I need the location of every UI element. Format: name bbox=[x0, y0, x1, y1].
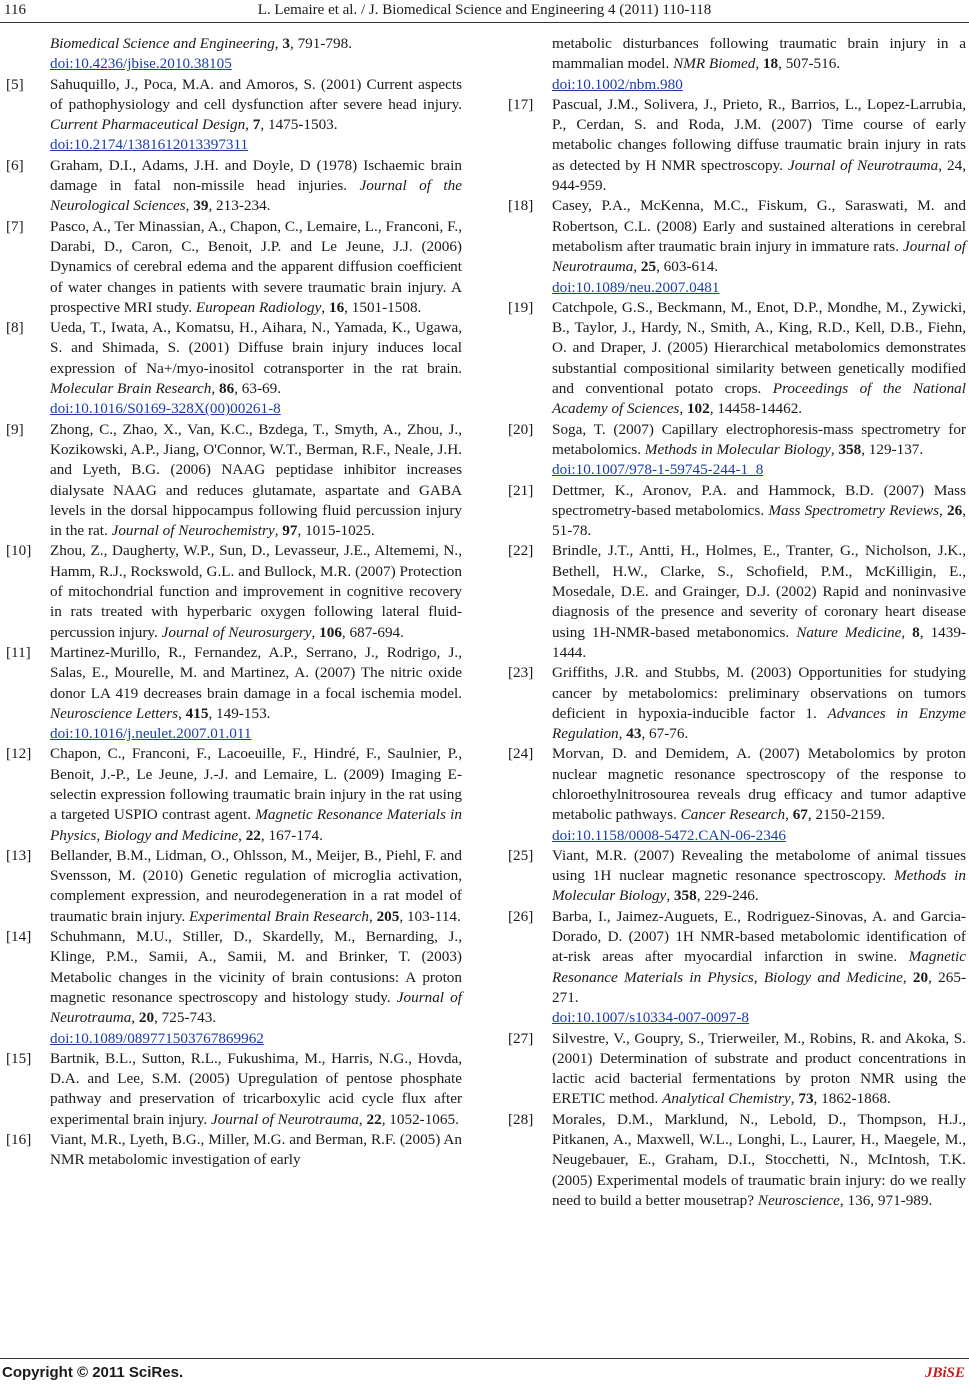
reference-number: [26] bbox=[508, 907, 534, 925]
ref-pages: , 149-153. bbox=[208, 704, 271, 722]
ref-authors-title: Zhou, Z., Daugherty, W.P., Sun, D., Levasseur, J.E., Altememi, N., Hamm, R.J., Rockswold, G.L. and Bullock, M.R. (2007) Protection of mitochondrial function and improvement in cognitive recovery in rats treated with hyperbaric oxygen following lateral fluid-percussion injury. bbox=[50, 542, 462, 641]
ref-volume: 67 bbox=[792, 806, 808, 824]
ref-journal: Nature Medicine bbox=[796, 623, 902, 641]
ref-pages: , 1052-1065. bbox=[381, 1110, 459, 1128]
ref-journal: Mass Spectrometry Reviews bbox=[768, 501, 940, 519]
ref-pages: , 103-114. bbox=[399, 907, 461, 925]
reference-item bbox=[508, 907, 966, 1029]
ref-journal: Neuroscience Letters bbox=[50, 704, 179, 722]
ref-authors-title: Viant, M.R., Lyeth, B.G., Miller, M.G. and Berman, R.F. (2005) An NMR metabolomic investigation of early bbox=[50, 1131, 462, 1169]
reference-item bbox=[508, 196, 966, 297]
ref-journal: Journal of Neurotrauma bbox=[50, 988, 462, 1027]
ref-authors-title: Sahuquillo, J., Poca, M.A. and Amoros, S. (2001) Current aspects of pathophysiology and cell dysfunction after severe head injury. bbox=[50, 75, 462, 113]
running-title: L. Lemaire et al. / J. Biomedical Science and Engineering 4 (2011) 110-118 bbox=[257, 2, 712, 18]
ref-separator: , bbox=[131, 1009, 139, 1027]
ref-volume: 39 bbox=[193, 197, 209, 215]
reference-number: [12] bbox=[6, 745, 32, 763]
reference-text bbox=[50, 1130, 462, 1171]
reference-item bbox=[6, 217, 462, 318]
ref-pages: 136, 971-989. bbox=[847, 1191, 933, 1209]
reference-text bbox=[552, 298, 966, 420]
reference-item bbox=[6, 420, 462, 542]
ref-authors-title: Ueda, T., Iwata, A., Komatsu, H., Aihara, N., Yamada, K., Ugawa, S. and Shimada, S. (2001) Diffuse brain injury induces local expression of Na+/myo-inositol cotransporter in the rat brain. bbox=[50, 319, 462, 377]
ref-volume: 415 bbox=[185, 704, 209, 722]
ref-volume: 86 bbox=[219, 380, 235, 398]
ref-journal: Methods in Molecular Biology bbox=[644, 440, 831, 458]
reference-item bbox=[6, 643, 462, 744]
ref-separator: , bbox=[939, 501, 948, 519]
ref-volume: 22 bbox=[366, 1110, 382, 1128]
ref-separator: , bbox=[178, 704, 186, 722]
right-column bbox=[508, 34, 966, 1211]
ref-separator: , bbox=[368, 907, 377, 925]
ref-pages: , 63-69. bbox=[234, 380, 282, 398]
ref-authors-title: Griffiths, J.R. and Stubbs, M. (2003) Opportunities for studying cancer by metabolomics: preliminary observations on tumors deficient in hypoxia-inducible factor 1. bbox=[552, 664, 966, 722]
reference-number: [7] bbox=[6, 217, 24, 235]
reference-item bbox=[508, 1029, 966, 1110]
reference-list-left bbox=[6, 75, 462, 1171]
reference-number: [16] bbox=[6, 1131, 32, 1149]
ref-journal: Journal of Neurochemistry bbox=[111, 522, 275, 540]
ref-separator: , bbox=[321, 298, 329, 316]
ref-journal: Proceedings of the National Academy of Sciences bbox=[552, 380, 966, 418]
reference-number: [18] bbox=[508, 197, 534, 215]
doi-link[interactable]: doi:10.1089/neu.2007.0481 bbox=[552, 278, 720, 296]
reference-list-right bbox=[508, 95, 966, 1211]
ref-authors-title: Graham, D.I., Adams, J.H. and Doyle, D (1978) Ischaemic brain damage in fatal non-missile head injuries. bbox=[50, 156, 462, 195]
ref-separator: , bbox=[211, 380, 219, 398]
ref-journal: Journal of Neurotrauma bbox=[787, 156, 939, 174]
ref-journal: European Radiology bbox=[195, 298, 322, 316]
reference-number: [8] bbox=[6, 319, 24, 337]
reference-item bbox=[6, 318, 462, 419]
reference-item bbox=[508, 663, 966, 744]
reference-text bbox=[552, 196, 966, 297]
reference-number: [6] bbox=[6, 156, 24, 174]
reference-number: [5] bbox=[6, 75, 24, 93]
ref-separator: , bbox=[785, 806, 793, 824]
reference-continuation: metabolic disturbances following traumatic brain injury in a mammalian model. NMR Biomed, 18, 507-516. doi:10.1002/nbm.980 bbox=[552, 35, 966, 93]
ref-pages: , 725-743. bbox=[154, 1009, 217, 1027]
ref-journal: Journal of the Neurological Sciences bbox=[50, 177, 462, 215]
ref-separator: , bbox=[901, 623, 913, 641]
ref-authors-title: Bellander, B.M., Lidman, O., Ohlsson, M., Meijer, B., Piehl, F. and Svensson, M. (2010) Genetic regulation of microglia activation, complement expression, and neurodegeneration in a rat model of traumatic brain injury. bbox=[50, 846, 462, 925]
reference-item bbox=[6, 75, 462, 156]
reference-item bbox=[6, 541, 462, 642]
ref-separator: , bbox=[311, 623, 320, 641]
reference-text bbox=[552, 907, 966, 1029]
ref-pages: , 1015-1025. bbox=[297, 522, 375, 540]
ref-pages: 24, 944-959. bbox=[552, 156, 967, 195]
ref-journal: Cancer Research bbox=[680, 806, 786, 824]
ref-volume: 106 bbox=[319, 623, 342, 641]
ref-authors-title: Chapon, C., Franconi, F., Lacoeuille, F., Hindré, F., Saulnier, P., Benoit, J.-P., Le Jeune, J.-J. and Lemaire, L. (2009) Imaging E-selectin expression following traumatic brain injury in the rat using a targeted USPIO contrast agent. bbox=[50, 745, 462, 824]
reference-number: [17] bbox=[508, 95, 534, 113]
ref-volume: 97 bbox=[282, 522, 298, 540]
page-header bbox=[0, 0, 969, 30]
ref-journal: Journal of Neurotrauma bbox=[552, 237, 967, 276]
reference-item bbox=[6, 1049, 462, 1130]
ref-journal: Methods in Molecular Biology bbox=[552, 867, 966, 905]
ref-journal: Experimental Brain Research bbox=[189, 907, 369, 925]
ref-separator: , bbox=[839, 1191, 848, 1209]
reference-item bbox=[6, 1130, 462, 1171]
ref-volume: 26 bbox=[947, 501, 963, 519]
ref-journal: Analytical Chemistry bbox=[662, 1090, 791, 1108]
ref-separator: , bbox=[938, 156, 948, 174]
reference-item bbox=[508, 481, 966, 542]
footer-rule bbox=[0, 1358, 969, 1359]
doi-link[interactable]: doi:10.1002/nbm.980 bbox=[552, 75, 683, 93]
ref-authors-title: Silvestre, V., Goupry, S., Trierweiler, M., Robins, R. and Akoka, S. (2001) Determination of substrate and product concentrations in lactic acid bacterial fermentations by proton NMR using the ERETIC method. bbox=[552, 1029, 966, 1108]
reference-text bbox=[552, 1110, 966, 1211]
ref-pages: , 1475-1503. bbox=[260, 116, 338, 134]
ref-authors-title: Viant, M.R. (2007) Revealing the metabolome of animal tissues using 1H nuclear magnetic resonance spectroscopy. bbox=[552, 846, 966, 885]
reference-text bbox=[50, 75, 462, 156]
ref-separator: , bbox=[358, 1110, 367, 1128]
ref-authors-title: Dettmer, K., Aronov, P.A. and Hammock, B.D. (2007) Mass spectrometry-based metabolomics. bbox=[552, 481, 966, 519]
reference-number: [23] bbox=[508, 664, 534, 682]
ref-volume: 205 bbox=[376, 907, 400, 925]
reference-item bbox=[508, 95, 966, 196]
reference-item bbox=[508, 744, 966, 845]
ref-volume: 25 bbox=[640, 258, 657, 276]
ref-pages: , 14458-14462. bbox=[709, 400, 803, 418]
reference-number: [20] bbox=[508, 420, 534, 438]
ref-separator: , bbox=[185, 197, 194, 215]
ref-volume: 358 bbox=[838, 440, 862, 458]
ref-journal: Magnetic Resonance Materials in Physics, Biology and Medicine bbox=[50, 806, 462, 844]
ref-volume: 20 bbox=[912, 968, 929, 986]
journal-abbreviation: JBiSE bbox=[924, 1365, 965, 1381]
reference-text bbox=[50, 1049, 462, 1130]
ref-separator: , bbox=[679, 400, 687, 418]
ref-authors-title: Schuhmann, M.U., Stiller, D., Skardelly, M., Bernarding, J., Klinge, P.M., Samii, A., Samii, M. and Brinker, T. (2003) Metabolic changes in the vicinity of brain contusions: A proton magnetic resonance spectroscopy and histology study. bbox=[50, 928, 462, 1006]
reference-text bbox=[50, 318, 462, 419]
ref-journal: Molecular Brain Research bbox=[50, 380, 212, 398]
ref-authors-title: Morvan, D. and Demidem, A. (2007) Metabolomics by proton nuclear magnetic resonance spectroscopy of the response to chloroethylnitrosourea reveals drug efficacy and tumor adaptive metabolic pathways. bbox=[552, 745, 966, 824]
ref-separator: , bbox=[274, 522, 283, 540]
reference-number: [19] bbox=[508, 298, 534, 316]
reference-text bbox=[50, 643, 462, 744]
copyright-notice: Copyright © 2011 SciRes. bbox=[2, 1364, 184, 1381]
ref-pages: , 603-614. bbox=[656, 258, 719, 276]
ref-authors-title: Martinez-Murillo, R., Fernandez, A.P., Serrano, J., Rodrigo, J., Salas, E., Mourelle, M. and Martinez, A. (2007) The nitric oxide donor LA 419 decreases brain damage in a focal ischemia model. bbox=[50, 643, 462, 702]
reference-number: [21] bbox=[508, 481, 534, 499]
reference-text bbox=[552, 846, 966, 907]
reference-text bbox=[552, 95, 966, 196]
ref-volume: 102 bbox=[686, 400, 710, 418]
reference-item bbox=[6, 846, 462, 927]
ref-volume: 18 bbox=[762, 55, 779, 73]
reference-text bbox=[50, 846, 462, 927]
ref-separator: , bbox=[245, 116, 253, 134]
ref-journal: Journal of Neurosurgery bbox=[161, 623, 312, 641]
ref-separator: , bbox=[830, 440, 839, 458]
reference-item bbox=[6, 744, 462, 845]
ref-journal: Current Pharmaceutical Design bbox=[50, 116, 246, 134]
doi-link[interactable]: doi:10.1007/978-1-59745-244-1_8 bbox=[552, 461, 764, 479]
doi-link[interactable]: doi:10.4236/jbise.2010.38105 bbox=[50, 55, 232, 73]
doi-link[interactable]: doi:10.1089/089771503767869962 bbox=[50, 1029, 264, 1047]
ref-authors-title: Morales, D.M., Marklund, N., Lebold, D., Thompson, H.J., Pitkanen, A., Maxwell, W.L., Longhi, L., Laurer, H., Maegele, M., Neugebauer, E., Graham, D.I., Stocchetti, N., McIntosh, T.K. (2005) Experimental models of traumatic brain injury: do we really need to build a better mousetrap? bbox=[552, 1110, 966, 1209]
ref-separator: , bbox=[902, 968, 913, 986]
ref-pages: , 67-76. bbox=[641, 725, 689, 743]
doi-link[interactable]: doi:10.1016/S0169-328X(00)00261-8 bbox=[50, 400, 281, 418]
reference-continuation: Biomedical Science and Engineering, 3, 791-798. doi:10.4236/jbise.2010.38105 bbox=[50, 35, 352, 73]
reference-text bbox=[552, 663, 966, 744]
ref-authors-title: Catchpole, G.S., Beckmann, M., Enot, D.P., Mondhe, M., Zywicki, B., Taylor, J., Hardy, N., Smith, A., King, R.D., Kell, D.B., Fiehn, O. and Draper, J. (2005) Hierarchical metabolomics demonstrates substantial compositional similarity between genetically modified and conventional potato crops. bbox=[552, 298, 966, 398]
page-number: 116 bbox=[4, 2, 26, 18]
ref-volume: 358 bbox=[673, 887, 697, 905]
ref-separator: , bbox=[618, 725, 627, 743]
reference-text bbox=[50, 541, 462, 642]
reference-text bbox=[50, 927, 462, 1049]
ref-authors-title: Pascual, J.M., Solivera, J., Prieto, R., Barrios, L., Lopez-Larrubia, P., Cerdan, S. and Roda, J.M. (2007) Time course of early metabolic changes following diffuse traumatic brain injury in rats as detected by H NMR spectroscopy. bbox=[552, 95, 966, 174]
ref-authors-title: Bartnik, B.L., Sutton, R.L., Fukushima, M., Harris, N.G., Hovda, D.A. and Lee, S.M. (2005) Upregulation of pentose phosphate pathway and preservation of tricarboxylic acid cycle flux after experimental brain injury. bbox=[50, 1049, 462, 1128]
ref-pages: , 1862-1868. bbox=[813, 1090, 891, 1108]
ref-authors-title: Soga, T. (2007) Capillary electrophoresis-mass spectrometry for metabolomics. bbox=[552, 420, 966, 458]
ref-authors-title: Brindle, J.T., Antti, H., Holmes, E., Tranter, G., Nicholson, J.K., Bethell, H.W., Clarke, S., Schofield, P.M., McKilligin, E., Mosedale, D.E. and Grainger, D.J. (2002) Rapid and noninvasive diagnosis of the presence and severity of coronary heart disease using 1H-NMR-based metabonomics. bbox=[552, 542, 966, 641]
reference-item bbox=[6, 927, 462, 1049]
reference-item bbox=[508, 420, 966, 481]
reference-text bbox=[50, 217, 462, 318]
header-rule bbox=[0, 22, 969, 23]
ref-pages: , 129-137. bbox=[861, 440, 924, 458]
doi-link[interactable]: doi:10.1016/j.neulet.2007.01.011 bbox=[50, 725, 252, 743]
ref-volume: 8 bbox=[912, 623, 920, 641]
ref-authors-title: Casey, P.A., McKenna, M.C., Fiskum, G., Saraswati, M. and Robertson, C.L. (2008) Early and sustained alterations in cerebral metabolism after traumatic brain injury in immature rats. bbox=[552, 197, 966, 255]
ref-separator: , bbox=[666, 887, 674, 905]
ref-volume: 3 bbox=[282, 35, 290, 52]
ref-pages: , 213-234. bbox=[208, 197, 271, 215]
ref-volume: 7 bbox=[252, 116, 261, 134]
reference-number: [15] bbox=[6, 1049, 32, 1067]
reference-number: [14] bbox=[6, 928, 32, 946]
doi-link[interactable]: doi:10.2174/1381612013397311 bbox=[50, 136, 249, 154]
ref-volume: 16 bbox=[328, 298, 345, 316]
reference-text bbox=[50, 744, 462, 845]
ref-separator: , bbox=[790, 1090, 799, 1108]
ref-volume: 20 bbox=[138, 1009, 155, 1027]
reference-number: [27] bbox=[508, 1029, 534, 1047]
ref-journal: Magnetic Resonance Materials in Physics, Biology and Medicine bbox=[552, 948, 966, 986]
ref-pages: , 1439-1444. bbox=[552, 623, 966, 661]
ref-journal: NMR Biomed bbox=[673, 55, 756, 73]
reference-text bbox=[552, 1029, 966, 1110]
ref-authors-title: Barba, I., Jaimez-Auguets, E., Rodriguez-Sinovas, A. and Garcia-Dorado, D. (2007) 1H NMR-based metabolomic identification of at-risk areas after myocardial infarction in swine. bbox=[552, 907, 966, 966]
ref-pages: , 1501-1508. bbox=[344, 298, 422, 316]
reference-number: [25] bbox=[508, 846, 534, 864]
ref-journal: Advances in Enzyme Regulation bbox=[552, 704, 966, 743]
ref-authors-title: Zhong, C., Zhao, X., Van, K.C., Bzdega, T., Smyth, A., Zhou, J., Kozikowski, A.P., Jiang, O'Connor, W.T., Berman, R.F., Neale, J.H. and Lyeth, B.G. (2006) NAAG peptidase inhibitor increases dialysate NAAG and reduces glutamate, aspartate and GABA levels in the dorsal hippocampus following fluid percussion injury in the rat. bbox=[50, 420, 462, 540]
ref-pages: , 167-174. bbox=[260, 826, 323, 844]
ref-journal: Biomedical Science and Engineering bbox=[50, 35, 275, 52]
ref-pages: , 229-246. bbox=[696, 887, 759, 905]
ref-authors-title: Pasco, A., Ter Minassian, A., Chapon, C., Lemaire, L., Franconi, F., Darabi, D., Caron, C., Benoit, J.P. and Le Jeune, J.J. (2006) Dynamics of cerebral edema and the apparent diffusion coefficient of water changes in patients with severe traumatic brain injury. A prospective MRI study. bbox=[50, 217, 462, 316]
ref-pages: , 51-78. bbox=[552, 501, 967, 540]
reference-text bbox=[50, 156, 462, 217]
doi-link[interactable]: doi:10.1158/0008-5472.CAN-06-2346 bbox=[552, 826, 786, 844]
reference-text bbox=[552, 481, 966, 542]
ref-pages: , 265-271. bbox=[552, 968, 966, 1006]
ref-journal: Journal of Neurotrauma bbox=[210, 1110, 359, 1128]
reference-text bbox=[552, 744, 966, 845]
ref-pages: , 2150-2159. bbox=[807, 806, 886, 824]
reference-number: [13] bbox=[6, 846, 32, 864]
reference-text bbox=[552, 541, 966, 663]
ref-pages: , 687-694. bbox=[341, 623, 404, 641]
ref-volume: 22 bbox=[245, 826, 261, 844]
reference-number: [24] bbox=[508, 745, 534, 763]
reference-text bbox=[552, 420, 966, 481]
ref-volume: 73 bbox=[798, 1090, 814, 1108]
reference-number: [10] bbox=[6, 542, 32, 560]
reference-item bbox=[508, 1110, 966, 1211]
reference-item bbox=[508, 298, 966, 420]
ref-separator: , bbox=[633, 258, 641, 276]
reference-number: [28] bbox=[508, 1110, 534, 1128]
reference-item bbox=[508, 846, 966, 907]
doi-link[interactable]: doi:10.1007/s10334-007-0097-8 bbox=[552, 1009, 750, 1027]
reference-number: [22] bbox=[508, 542, 534, 560]
ref-separator: , bbox=[238, 826, 246, 844]
reference-number: [9] bbox=[6, 420, 24, 438]
ref-journal: Neuroscience bbox=[757, 1191, 840, 1209]
left-column bbox=[6, 34, 462, 1171]
reference-item bbox=[508, 541, 966, 663]
reference-text bbox=[50, 420, 462, 542]
ref-volume: 43 bbox=[626, 725, 642, 743]
reference-number: [11] bbox=[6, 643, 31, 661]
reference-item bbox=[6, 156, 462, 217]
